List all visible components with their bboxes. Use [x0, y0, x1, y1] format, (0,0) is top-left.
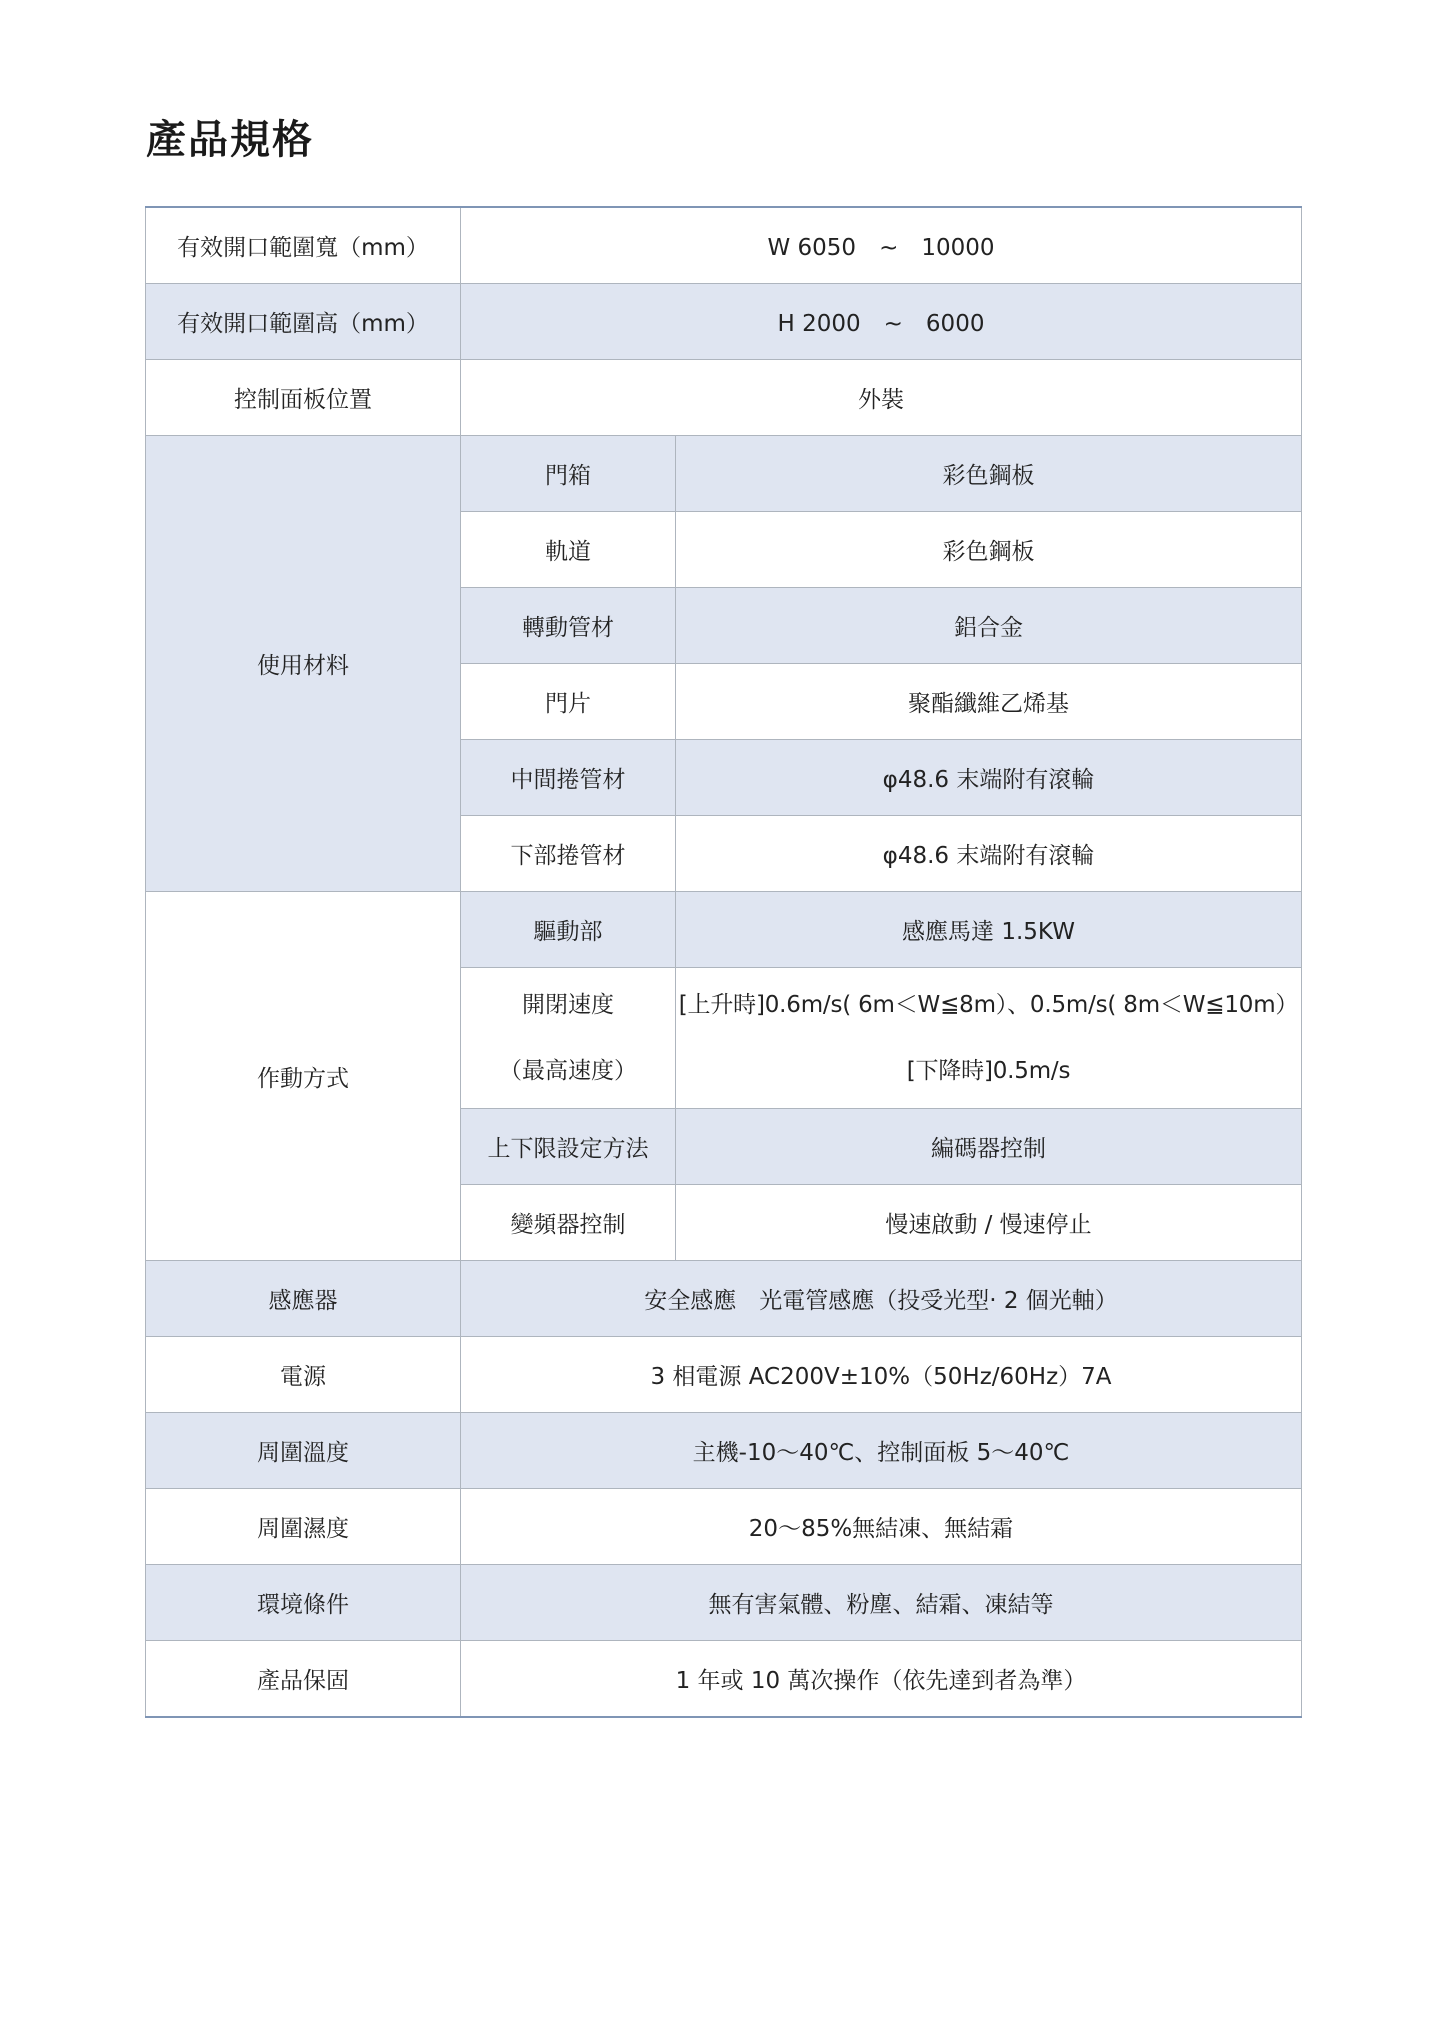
table-row [146, 360, 1302, 436]
drive-value: 感應馬達 1.5KW [676, 892, 1302, 968]
speed-name [461, 968, 676, 1109]
table-row [146, 1261, 1302, 1337]
row-value-width: W 6050 ~ 10000 [461, 207, 1302, 284]
row-label-sensor: 感應器 [146, 1261, 461, 1337]
row-value-temperature: 主機-10～40℃、控制面板 5～40℃ [461, 1413, 1302, 1489]
row-value-sensor: 安全感應 光電管感應（投受光型‧ 2 個光軸） [461, 1261, 1302, 1337]
row-label-panel: 控制面板位置 [146, 360, 461, 436]
speed-name-line1: 開閉速度 [522, 992, 614, 1018]
table-row [146, 1565, 1302, 1641]
material-name: 轉動管材 [461, 588, 676, 664]
row-label-temperature: 周圍溫度 [146, 1413, 461, 1489]
table-row [146, 892, 1302, 968]
table-row [146, 1489, 1302, 1565]
row-label-materials: 使用材料 [146, 436, 461, 892]
speed-value-line2: [下降時]0.5m/s [906, 1058, 1071, 1084]
row-label-width: 有效開口範圍寬（mm） [146, 207, 461, 284]
material-name: 中間捲管材 [461, 740, 676, 816]
speed-value-line1: [上升時]0.6m/s( 6m＜W≦8m）、0.5m/s( 8m＜W≦10m） [678, 992, 1299, 1018]
material-value: 鋁合金 [676, 588, 1302, 664]
spec-table [145, 206, 1302, 1718]
page-title: 產品規格 [146, 117, 314, 163]
row-value-power: 3 相電源 AC200V±10%（50Hz/60Hz）7A [461, 1337, 1302, 1413]
table-row [146, 436, 1302, 512]
row-label-power: 電源 [146, 1337, 461, 1413]
row-value-height: H 2000 ~ 6000 [461, 284, 1302, 360]
speed-value [676, 968, 1302, 1109]
row-value-warranty: 1 年或 10 萬次操作（依先達到者為準） [461, 1641, 1302, 1718]
material-value: φ48.6 末端附有滾輪 [676, 740, 1302, 816]
row-value-humidity: 20～85%無結凍、無結霜 [461, 1489, 1302, 1565]
material-value: 彩色鋼板 [676, 512, 1302, 588]
speed-name-line2: （最高速度） [499, 1058, 637, 1084]
row-value-environment: 無有害氣體、粉塵、結霜、凍結等 [461, 1565, 1302, 1641]
limit-name: 上下限設定方法 [461, 1109, 676, 1185]
table-row [146, 1337, 1302, 1413]
row-label-operation: 作動方式 [146, 892, 461, 1261]
material-name: 門片 [461, 664, 676, 740]
table-row [146, 1413, 1302, 1489]
row-label-height: 有效開口範圍高（mm） [146, 284, 461, 360]
material-name: 下部捲管材 [461, 816, 676, 892]
table-row [146, 284, 1302, 360]
material-name: 軌道 [461, 512, 676, 588]
row-label-environment: 環境條件 [146, 1565, 461, 1641]
limit-value: 編碼器控制 [676, 1109, 1302, 1185]
table-row [146, 1641, 1302, 1718]
row-label-warranty: 產品保固 [146, 1641, 461, 1718]
drive-name: 驅動部 [461, 892, 676, 968]
material-value: φ48.6 末端附有滾輪 [676, 816, 1302, 892]
inverter-name: 變頻器控制 [461, 1185, 676, 1261]
material-value: 聚酯纖維乙烯基 [676, 664, 1302, 740]
row-value-panel: 外裝 [461, 360, 1302, 436]
material-name: 門箱 [461, 436, 676, 512]
table-row [146, 207, 1302, 284]
inverter-value: 慢速啟動 / 慢速停止 [676, 1185, 1302, 1261]
material-value: 彩色鋼板 [676, 436, 1302, 512]
row-label-humidity: 周圍濕度 [146, 1489, 461, 1565]
